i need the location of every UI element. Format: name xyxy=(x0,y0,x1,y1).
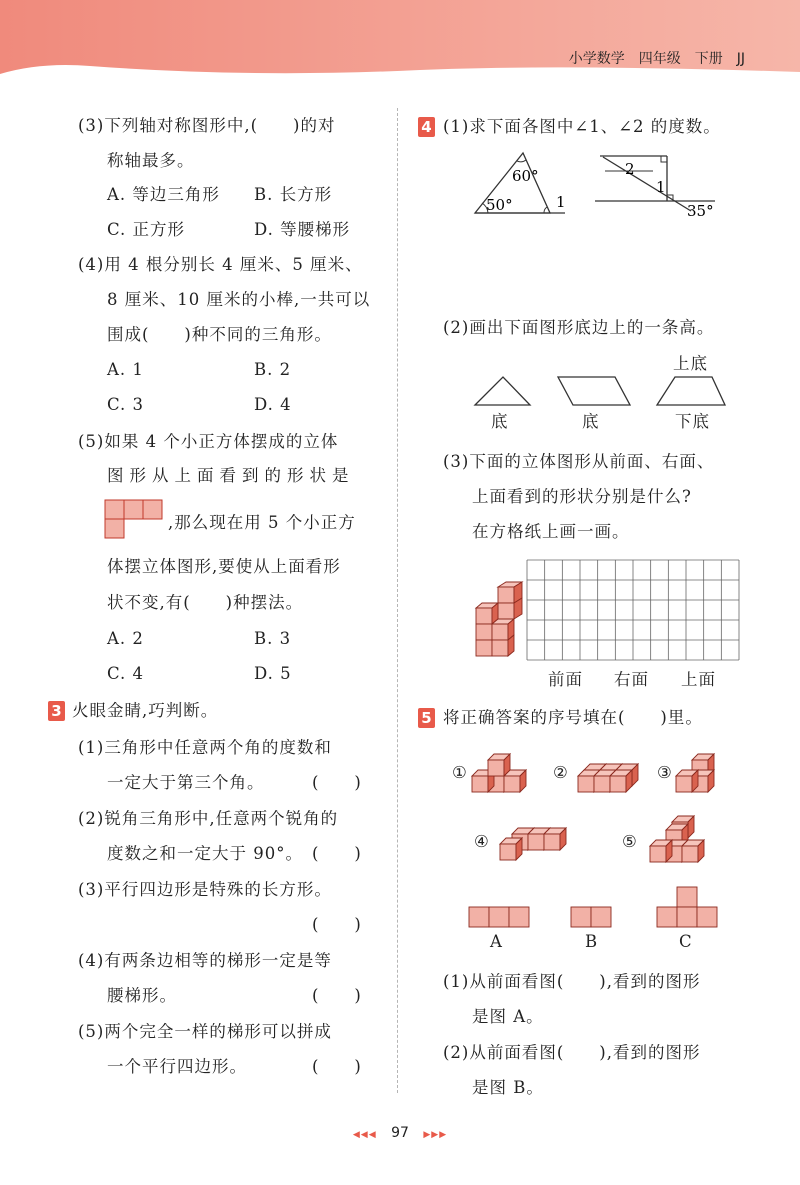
s3-item4-line1: (4)有两条边相等的梯形一定是等 xyxy=(78,951,332,970)
triangle-base-label: 底 xyxy=(491,412,509,431)
s4-q3-line2: 上面看到的形状分别是什么? xyxy=(472,487,692,506)
s5-q2-line2: 是图 B。 xyxy=(472,1078,544,1097)
q3-option-c: C. 正方形 xyxy=(107,220,186,239)
q4-option-d: D. 4 xyxy=(254,395,292,414)
view-front-label: 前面 xyxy=(548,670,583,689)
header-banner xyxy=(0,0,800,85)
q5-line2: 图形从上面看到的形状是 xyxy=(107,466,355,485)
view-options xyxy=(465,885,725,930)
column-separator xyxy=(397,108,398,1093)
s3-item5-line1: (5)两个完全一样的梯形可以拼成 xyxy=(78,1022,332,1041)
fig-3-label: ③ xyxy=(657,763,673,782)
q5-option-a: A. 2 xyxy=(107,629,144,648)
top-view-shape xyxy=(105,500,165,540)
q5-line4: 体摆立体图形,要使从上面看形 xyxy=(107,557,341,576)
q5-option-d: D. 5 xyxy=(254,664,292,683)
q4-option-a: A. 1 xyxy=(107,360,144,379)
triangle-figure xyxy=(470,150,580,220)
q3-option-d: D. 等腰梯形 xyxy=(254,220,351,239)
figure2-angle-35: 35° xyxy=(687,202,714,220)
s3-item2-line1: (2)锐角三角形中,任意两个锐角的 xyxy=(78,809,339,828)
parallel-lines-figure xyxy=(595,150,725,225)
view-b-label: B xyxy=(585,932,599,951)
s3-item3-line1: (3)平行四边形是特殊的长方形。 xyxy=(78,880,332,899)
next-arrows[interactable]: ▶▶▶ xyxy=(423,1130,448,1140)
q4-line3: 围成( )种不同的三角形。 xyxy=(107,325,332,344)
s4-q3-line1: (3)下面的立体图形从前面、右面、 xyxy=(443,452,715,471)
cube-stack-figure xyxy=(470,582,530,662)
s5-q1-line2: 是图 A。 xyxy=(472,1007,544,1026)
s3-item2-answer[interactable]: ( ) xyxy=(312,844,362,863)
triangle-angle-1: 1 xyxy=(556,193,566,211)
q3-option-a: A. 等边三角形 xyxy=(107,185,220,204)
s4-q3-line3: 在方格纸上画一画。 xyxy=(472,522,630,541)
q3-option-b: B. 长方形 xyxy=(254,185,333,204)
q4-line1: (4)用 4 根分别长 4 厘米、5 厘米、 xyxy=(78,255,363,274)
s5-q2-line1: (2)从前面看图( ),看到的图形 xyxy=(443,1043,701,1062)
view-c-label: C xyxy=(679,932,693,951)
section-5-title: 将正确答案的序号填在( )里。 xyxy=(443,708,703,727)
s3-item4-answer[interactable]: ( ) xyxy=(312,986,362,1005)
view-a-label: A xyxy=(490,932,503,951)
s4-q2: (2)画出下面图形底边上的一条高。 xyxy=(443,318,715,337)
trapezoid-top-label: 上底 xyxy=(673,354,708,373)
s3-item1-line1: (1)三角形中任意两个角的度数和 xyxy=(78,738,332,757)
s3-item2-line2: 度数之和一定大于 90°。 xyxy=(107,844,303,863)
s4-q1: (1)求下面各图中∠1、∠2 的度数。 xyxy=(443,117,721,136)
fig-4-label: ④ xyxy=(474,832,490,851)
s3-item3-answer[interactable]: ( ) xyxy=(312,915,362,934)
q4-line2: 8 厘米、10 厘米的小棒,一共可以 xyxy=(107,290,371,309)
triangle-angle-60: 60° xyxy=(512,167,539,185)
graph-paper-grid[interactable] xyxy=(527,560,739,660)
q5-line3: ,那么现在用 5 个小正方 xyxy=(168,513,356,532)
section-4-badge: 4 xyxy=(418,117,435,137)
q5-line1: (5)如果 4 个小正方体摆成的立体 xyxy=(78,432,339,451)
s3-item1-answer[interactable]: ( ) xyxy=(312,773,362,792)
fig-2-label: ② xyxy=(553,763,569,782)
page-footer xyxy=(0,1125,800,1141)
fig-5-label: ⑤ xyxy=(622,832,638,851)
q4-option-b: B. 2 xyxy=(254,360,292,379)
trapezoid-bottom-label: 下底 xyxy=(675,412,710,431)
header-text: 小学数学 四年级 下册 JJ xyxy=(568,51,745,67)
q5-option-c: C. 4 xyxy=(107,664,145,683)
triangle-angle-50: 50° xyxy=(486,196,513,214)
q4-option-c: C. 3 xyxy=(107,395,145,414)
q5-option-b: B. 3 xyxy=(254,629,292,648)
section-5-badge: 5 xyxy=(418,708,435,728)
s3-item5-answer[interactable]: ( ) xyxy=(312,1057,362,1076)
q5-line5: 状不变,有( )种摆法。 xyxy=(107,593,304,612)
cube-figures xyxy=(460,740,740,870)
section-3-title: 火眼金睛,巧判断。 xyxy=(72,701,219,720)
s5-q1-line1: (1)从前面看图( ),看到的图形 xyxy=(443,972,701,991)
figure2-angle-2: 2 xyxy=(625,160,635,178)
prev-arrows[interactable]: ◀◀◀ xyxy=(352,1130,377,1140)
figure2-angle-1: 1 xyxy=(656,178,666,196)
base-shapes xyxy=(470,372,730,412)
q3-line2: 称轴最多。 xyxy=(107,151,195,170)
s3-item5-line2: 一个平行四边形。 xyxy=(107,1057,247,1076)
q3-line1: (3)下列轴对称图形中,( )的对 xyxy=(78,116,336,135)
page-number: 97 xyxy=(391,1125,409,1141)
fig-1-label: ① xyxy=(452,763,468,782)
parallelogram-base-label: 底 xyxy=(582,412,600,431)
section-3-badge: 3 xyxy=(48,701,65,721)
s3-item4-line2: 腰梯形。 xyxy=(107,986,177,1005)
view-top-label: 上面 xyxy=(681,670,716,689)
s3-item1-line2: 一定大于第三个角。 xyxy=(107,773,265,792)
view-right-label: 右面 xyxy=(614,670,649,689)
